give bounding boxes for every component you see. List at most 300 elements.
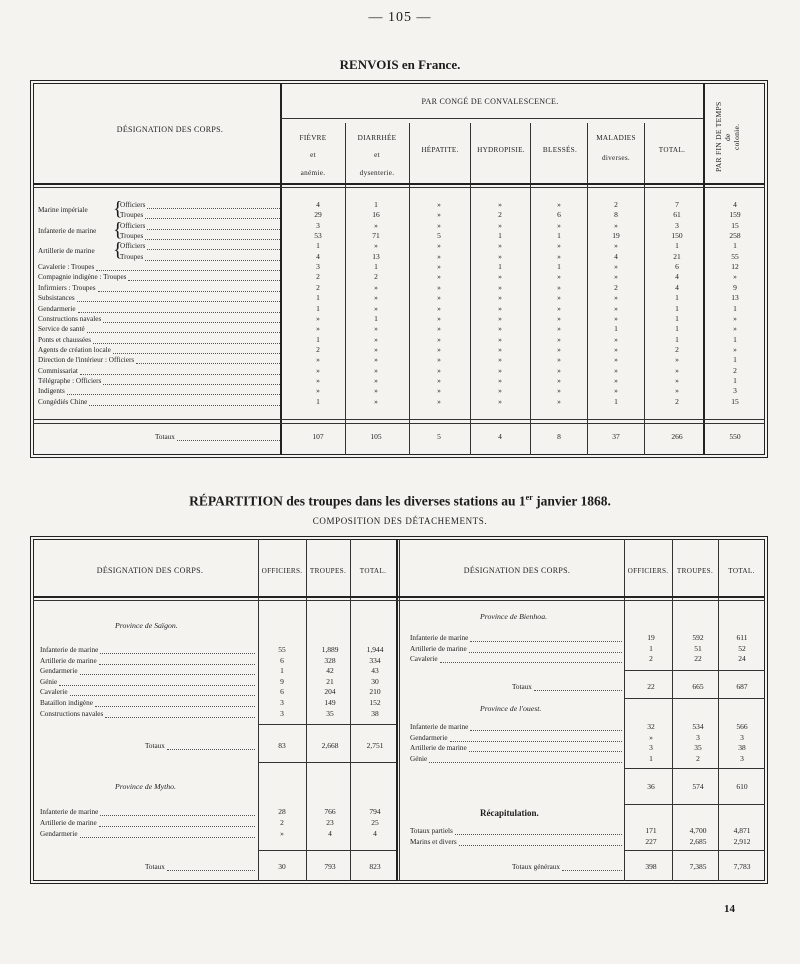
ouest-title: Province de l'ouest. — [480, 704, 542, 713]
saigon-cell: 6 — [280, 655, 284, 665]
bienhoa-total-cell: 665 — [692, 682, 704, 691]
renvois-cell: 4 — [316, 251, 320, 261]
saigon-row-label: Infanterie de marine — [40, 646, 99, 654]
renvois-row-label: Troupes — [120, 211, 144, 220]
hydropisie-header: HYDROPISIE. — [477, 146, 525, 154]
renvois-cell: 71 — [372, 231, 380, 241]
mytho-cell: 2 — [280, 818, 284, 827]
saigon-cell: 210 — [369, 687, 381, 697]
renvois-row-label: Télégraphe : Officiers — [38, 376, 102, 385]
renvois-cell: » — [498, 200, 502, 209]
renvois-cell: » — [374, 344, 378, 354]
saigon-row-label: Cavalerie — [40, 688, 68, 697]
mytho-row-label: Infanterie de marine — [40, 808, 99, 816]
renvois-cell: » — [437, 200, 441, 209]
page-number: — 105 — — [368, 10, 432, 25]
mytho-total-cell: 793 — [324, 862, 336, 871]
general-total-cell: 398 — [645, 862, 657, 871]
renvois-cell: » — [374, 220, 378, 230]
bienhoa-cell: 24 — [738, 654, 746, 664]
renvois-cell: » — [557, 251, 561, 261]
bienhoa-row-label-leader — [440, 662, 622, 663]
renvois-cell: 1 — [316, 334, 320, 344]
renvois-group-label: Marine impériale — [38, 206, 88, 214]
ouest-total-cell: 574 — [692, 782, 704, 791]
ouest-total-cell: 610 — [736, 782, 748, 791]
renvois-total-cell: 550 — [729, 432, 741, 441]
saigon-totals-label-leader — [167, 749, 255, 750]
renvois-cell: » — [437, 375, 441, 385]
renvois-cell: 6 — [557, 210, 561, 220]
bienhoa-cell: 52 — [738, 643, 746, 653]
saigon-cell: 1 — [280, 666, 284, 676]
renvois-cell: » — [733, 344, 737, 354]
renvois-cell: » — [498, 241, 502, 251]
renvois-cell: » — [498, 355, 502, 365]
saigon-row-label: Gendarmerie — [40, 667, 78, 676]
repartition-subtitle: COMPOSITION DES DÉTACHEMENTS. — [312, 516, 488, 526]
renvois-cell: » — [374, 303, 378, 313]
bienhoa-row-label-leader — [469, 652, 622, 653]
mytho-cell: 4 — [328, 829, 332, 838]
renvois-cell: » — [557, 303, 561, 313]
renvois-cell: 4 — [675, 272, 679, 282]
renvois-cell: » — [614, 241, 618, 251]
renvois-cell: » — [437, 210, 441, 220]
renvois-cell: » — [316, 386, 320, 396]
ouest-cell: 566 — [736, 722, 748, 731]
renvois-cell: 1 — [557, 262, 561, 272]
renvois-cell: » — [557, 344, 561, 354]
mytho-row-label-leader — [80, 837, 255, 838]
ouest-cell: » — [649, 732, 653, 742]
renvois-title: RENVOIS en France. — [339, 57, 461, 72]
renvois-cell: » — [733, 313, 737, 323]
mytho-total-cell: 823 — [369, 862, 381, 871]
renvois-cell: » — [437, 334, 441, 344]
mytho-row-label: Artillerie de marine — [40, 819, 97, 827]
renvois-cell: » — [498, 272, 502, 282]
saigon-row-label-leader — [59, 685, 255, 686]
saigon-row-label-leader — [105, 717, 255, 718]
renvois-cell: 8 — [614, 210, 618, 220]
ouest-cell: 3 — [740, 753, 744, 763]
renvois-cell: 1 — [498, 262, 502, 272]
bienhoa-cell: 1 — [649, 643, 653, 653]
renvois-cell: » — [437, 303, 441, 313]
renvois-cell: » — [557, 396, 561, 406]
saigon-row-label: Artillerie de marine — [40, 656, 97, 665]
folio: 14 — [724, 903, 735, 915]
saigon-row-label: Constructions navales — [40, 709, 104, 718]
renvois-cell: » — [316, 324, 320, 334]
renvois-cell: » — [374, 334, 378, 344]
saigon-cell: 334 — [369, 655, 381, 665]
renvois-cell: 1 — [675, 241, 679, 251]
ouest-row-label-leader — [429, 762, 622, 763]
bienhoa-cell: 592 — [692, 633, 704, 642]
renvois-cell: » — [557, 386, 561, 396]
renvois-total-cell: 105 — [370, 432, 382, 441]
renvois-cell: » — [498, 386, 502, 396]
renvois-cell: 13 — [372, 251, 380, 261]
renvois-cell: 2 — [675, 396, 679, 406]
mytho-cell: 28 — [278, 807, 286, 816]
saigon-cell: 149 — [324, 698, 336, 707]
renvois-cell: » — [557, 293, 561, 303]
renvois-row-label: Compagnie indigène : Troupes — [38, 273, 127, 282]
renvois-cell: 13 — [731, 293, 739, 303]
par-conge-header: PAR CONGÉ DE CONVALESCENCE. — [421, 97, 559, 106]
renvois-cell: » — [614, 272, 618, 282]
renvois-cell: » — [557, 241, 561, 251]
bienhoa-total-cell: 22 — [647, 682, 655, 691]
ouest-cell: 35 — [694, 743, 702, 753]
recap-title: Récapitulation. — [480, 808, 539, 818]
ouest-cell: 3 — [740, 732, 744, 742]
renvois-cell: 5 — [437, 231, 441, 241]
renvois-row-label: Commissariat — [38, 366, 78, 375]
renvois-group-label: Infanterie de marine — [38, 226, 97, 235]
saigon-cell: 152 — [369, 698, 381, 707]
renvois-cell: 1 — [733, 375, 737, 385]
ouest-cell: 2 — [696, 753, 700, 763]
renvois-cell: 9 — [733, 282, 737, 292]
par-fin-header: PAR FIN DE TEMPS de colonie. — [714, 101, 741, 173]
maladies-header: MALADIES diverses. — [596, 134, 636, 163]
renvois-cell: 61 — [673, 210, 681, 220]
renvois-cell: » — [374, 365, 378, 375]
renvois-cell: » — [498, 282, 502, 292]
saigon-cell: 9 — [280, 676, 284, 686]
renvois-cell: » — [557, 313, 561, 323]
saigon-cell: 3 — [280, 698, 284, 707]
renvois-cell: » — [437, 365, 441, 375]
bienhoa-totals-label-leader — [534, 690, 622, 691]
renvois-brace: { — [113, 218, 123, 241]
renvois-cell: 4 — [614, 251, 618, 261]
renvois-cell: 3 — [675, 220, 679, 230]
renvois-cell: » — [614, 303, 618, 313]
mytho-cell: 25 — [371, 818, 379, 827]
renvois-cell: 2 — [316, 282, 320, 292]
recap-row-label: Marins et divers — [410, 838, 457, 846]
bienhoa-title: Province de Bienhoa. — [480, 612, 548, 621]
renvois-cell: » — [437, 355, 441, 365]
renvois-cell: » — [498, 220, 502, 230]
saigon-cell: 30 — [371, 676, 379, 686]
renvois-cell: 2 — [316, 344, 320, 354]
renvois-cell: 1 — [316, 303, 320, 313]
mytho-cell: 23 — [326, 818, 334, 827]
rep-left-officiers-header: OFFICIERS. — [261, 567, 303, 575]
renvois-cell: » — [437, 220, 441, 230]
total-header: TOTAL. — [658, 146, 686, 154]
renvois-group-label: Artillerie de marine — [38, 247, 95, 256]
renvois-cell: 16 — [372, 210, 380, 220]
renvois-cell: 2 — [498, 210, 502, 220]
renvois-cell: » — [557, 220, 561, 230]
renvois-cell: » — [316, 355, 320, 365]
renvois-cell: 1 — [733, 334, 737, 344]
mytho-cell: » — [280, 829, 284, 838]
saigon-row-label-leader — [100, 653, 255, 654]
renvois-cell: » — [437, 324, 441, 334]
renvois-total-cell: 37 — [612, 432, 620, 441]
renvois-total-cell: 4 — [498, 432, 502, 441]
renvois-cell: » — [557, 355, 561, 365]
bienhoa-cell: 51 — [694, 643, 702, 653]
blesses-header: BLESSÉS. — [542, 146, 578, 154]
ouest-row-label: Gendarmerie — [410, 733, 448, 742]
renvois-cell: 1 — [614, 324, 618, 334]
ouest-row-label-leader — [450, 741, 622, 742]
saigon-row-label-leader — [99, 664, 255, 665]
renvois-cell: » — [614, 293, 618, 303]
ouest-cell: 32 — [647, 722, 655, 731]
recap-cell: 4,871 — [733, 826, 751, 835]
ouest-cell: 38 — [738, 743, 746, 753]
renvois-cell: » — [675, 386, 679, 396]
renvois-cell: » — [374, 282, 378, 292]
renvois-cell: » — [437, 396, 441, 406]
renvois-cell: 159 — [729, 210, 741, 220]
renvois-cell: » — [498, 303, 502, 313]
ouest-cell: 3 — [649, 743, 653, 753]
saigon-totals-label: Totaux — [145, 742, 165, 750]
recap-row-label-leader — [455, 834, 622, 835]
renvois-cell: 1 — [733, 355, 737, 365]
bienhoa-cell: 611 — [736, 633, 748, 642]
saigon-total-cell: 2,668 — [321, 741, 339, 750]
renvois-cell: » — [437, 344, 441, 354]
renvois-cell: 1 — [374, 262, 378, 272]
renvois-row-label: Troupes — [120, 232, 144, 241]
saigon-cell: 1,944 — [366, 645, 384, 654]
ouest-row-label: Artillerie de marine — [410, 744, 467, 753]
renvois-cell: 2 — [733, 365, 737, 375]
renvois-row-label: Infirmiers : Troupes — [38, 283, 96, 292]
saigon-cell: 6 — [280, 687, 284, 697]
renvois-cell: 1 — [557, 231, 561, 241]
saigon-row-label-leader — [80, 674, 255, 675]
bienhoa-cell: 19 — [647, 633, 655, 642]
renvois-cell: 2 — [614, 200, 618, 209]
renvois-cell: » — [614, 386, 618, 396]
renvois-cell: 150 — [671, 231, 683, 241]
renvois-cell: » — [437, 262, 441, 272]
renvois-cell: » — [675, 365, 679, 375]
mytho-row-label-leader — [99, 826, 255, 827]
renvois-cell: » — [498, 344, 502, 354]
fievre-header: FIÈVRE et anémie. — [299, 134, 327, 177]
saigon-cell: 21 — [326, 676, 334, 686]
renvois-cell: 1 — [374, 313, 378, 323]
saigon-cell: 38 — [371, 708, 379, 718]
hepatite-header: HÉPATITE. — [421, 146, 459, 154]
renvois-cell: » — [557, 365, 561, 375]
renvois-total-cell: 266 — [671, 432, 683, 441]
renvois-cell: » — [374, 396, 378, 406]
renvois-cell: » — [437, 272, 441, 282]
saigon-cell: 3 — [280, 708, 284, 718]
renvois-cell: 1 — [733, 303, 737, 313]
recap-cell: 227 — [645, 837, 657, 846]
bienhoa-total-cell: 687 — [736, 682, 748, 691]
recap-row-label: Totaux partiels — [410, 827, 453, 835]
renvois-row-label: Subsistances — [38, 294, 75, 303]
bienhoa-totals-label: Totaux — [512, 683, 532, 691]
renvois-row-label: Service de santé — [38, 325, 85, 334]
renvois-cell: » — [675, 355, 679, 365]
renvois-row-label: Gendarmerie — [38, 304, 76, 313]
renvois-cell: 15 — [731, 220, 739, 230]
renvois-row-label: Troupes — [120, 252, 144, 261]
renvois-cell: 7 — [675, 200, 679, 209]
renvois-cell: 1 — [733, 241, 737, 251]
renvois-cell: » — [316, 313, 320, 323]
renvois-cell: 1 — [675, 303, 679, 313]
recap-cell: 171 — [645, 826, 657, 835]
renvois-total-cell: 8 — [557, 432, 561, 441]
bienhoa-cell: 22 — [694, 654, 702, 664]
recap-cell: 4,700 — [689, 826, 707, 835]
renvois-cell: » — [614, 334, 618, 344]
renvois-cell: 1 — [316, 241, 320, 251]
saigon-row-label-leader — [70, 695, 255, 696]
mytho-totals-label: Totaux — [145, 863, 165, 871]
repartition-title: RÉPARTITION des troupes dans les diverses stations au 1er janvier 1868. — [189, 493, 611, 509]
renvois-row-label: Constructions navales — [38, 314, 102, 323]
ouest-row-label-leader — [469, 751, 622, 752]
renvois-cell: » — [557, 375, 561, 385]
renvois-cell: » — [437, 386, 441, 396]
renvois-cell: » — [557, 200, 561, 209]
saigon-cell: 204 — [324, 687, 336, 697]
renvois-cell: 29 — [314, 210, 322, 220]
renvois-cell: » — [557, 282, 561, 292]
rep-right-total-header: TOTAL. — [728, 567, 755, 575]
bienhoa-cell: 2 — [649, 654, 653, 664]
ouest-row-label-leader — [470, 730, 622, 731]
renvois-total-cell: 5 — [437, 432, 441, 441]
renvois-cell: » — [498, 293, 502, 303]
ouest-row-label: Infanterie de marine — [410, 723, 469, 731]
bienhoa-row-label: Infanterie de marine — [410, 634, 469, 642]
renvois-cell: » — [316, 365, 320, 375]
renvois-cell: 1 — [374, 200, 378, 209]
general-total-cell: 7,385 — [689, 862, 707, 871]
renvois-cell: » — [437, 282, 441, 292]
saigon-cell: 43 — [371, 666, 379, 676]
mytho-cell: 766 — [324, 807, 336, 816]
renvois-cell: 4 — [675, 282, 679, 292]
renvois-cell: » — [557, 334, 561, 344]
renvois-cell: » — [374, 241, 378, 251]
renvois-totals-label: Totaux — [155, 433, 175, 441]
ouest-total-cell: 36 — [647, 782, 655, 791]
renvois-row-label: Indigents — [38, 387, 65, 396]
mytho-cell: 794 — [369, 807, 381, 816]
general-total-cell: 7,783 — [733, 862, 751, 871]
renvois-total-cell: 107 — [312, 432, 324, 441]
renvois-cell: 3 — [316, 220, 320, 230]
renvois-cell: 21 — [673, 251, 681, 261]
renvois-cell: 19 — [612, 231, 620, 241]
renvois-cell: » — [614, 365, 618, 375]
renvois-cell: 2 — [675, 344, 679, 354]
renvois-cell: » — [316, 375, 320, 385]
renvois-cell: » — [374, 386, 378, 396]
mytho-cell: 4 — [373, 829, 377, 838]
renvois-cell: » — [498, 375, 502, 385]
renvois-cell: » — [557, 324, 561, 334]
rep-right-designation-header: DÉSIGNATION DES CORPS. — [463, 566, 571, 575]
recap-row-label-leader — [459, 845, 622, 846]
renvois-cell: » — [733, 272, 737, 282]
renvois-cell: 55 — [731, 251, 739, 261]
renvois-cell: 1 — [675, 324, 679, 334]
renvois-cell: » — [498, 324, 502, 334]
rep-right-troupes-header: TROUPES. — [676, 567, 714, 575]
ouest-cell: 534 — [692, 722, 704, 731]
renvois-cell: » — [498, 365, 502, 375]
renvois-cell: 1 — [316, 293, 320, 303]
saigon-cell: 42 — [326, 666, 334, 676]
renvois-cell: » — [498, 313, 502, 323]
saigon-cell: 328 — [324, 655, 336, 665]
recap-cell: 2,912 — [733, 837, 751, 846]
mytho-totals-label-leader — [167, 870, 255, 871]
renvois-cell: » — [498, 251, 502, 261]
rep-left-designation-header: DÉSIGNATION DES CORPS. — [96, 566, 204, 575]
renvois-cell: » — [557, 272, 561, 282]
saigon-row-label: Bataillon indigène — [40, 699, 93, 707]
renvois-cell: 2 — [374, 272, 378, 282]
renvois-brace: { — [113, 239, 123, 262]
renvois-row-label: Agents de création locale — [38, 345, 111, 354]
renvois-row-label: Cavalerie : Troupes — [38, 263, 95, 272]
mytho-total-cell: 30 — [278, 862, 286, 871]
renvois-row-label: Direction de l'intérieur : Officiers — [38, 356, 135, 365]
renvois-cell: » — [614, 355, 618, 365]
renvois-cell: » — [374, 355, 378, 365]
renvois-cell: » — [374, 375, 378, 385]
mytho-row-label-leader — [100, 815, 255, 816]
renvois-cell: » — [437, 251, 441, 261]
renvois-cell: 1 — [316, 396, 320, 406]
renvois-cell: 1 — [498, 231, 502, 241]
renvois-cell: 1 — [614, 396, 618, 406]
saigon-total-cell: 83 — [278, 741, 286, 750]
rep-left-troupes-header: TROUPES. — [309, 567, 347, 575]
renvois-cell: » — [675, 375, 679, 385]
saigon-row-label: Génie — [40, 677, 58, 686]
renvois-cell: 258 — [729, 231, 741, 241]
general-totals-label-leader — [562, 870, 622, 871]
rep-right-officiers-header: OFFICIERS. — [627, 567, 669, 575]
diarrhee-header: DIARRHÉE et dysenterie. — [357, 134, 397, 177]
renvois-cell: » — [498, 396, 502, 406]
renvois-cell: » — [614, 220, 618, 230]
renvois-cell: » — [614, 262, 618, 272]
renvois-cell: 3 — [733, 386, 737, 396]
ouest-row-label: Génie — [410, 754, 428, 763]
general-totals-label: Totaux généraux — [512, 863, 560, 871]
ouest-cell: 3 — [696, 732, 700, 742]
renvois-cell: 2 — [316, 272, 320, 282]
renvois-brace: { — [113, 198, 123, 220]
